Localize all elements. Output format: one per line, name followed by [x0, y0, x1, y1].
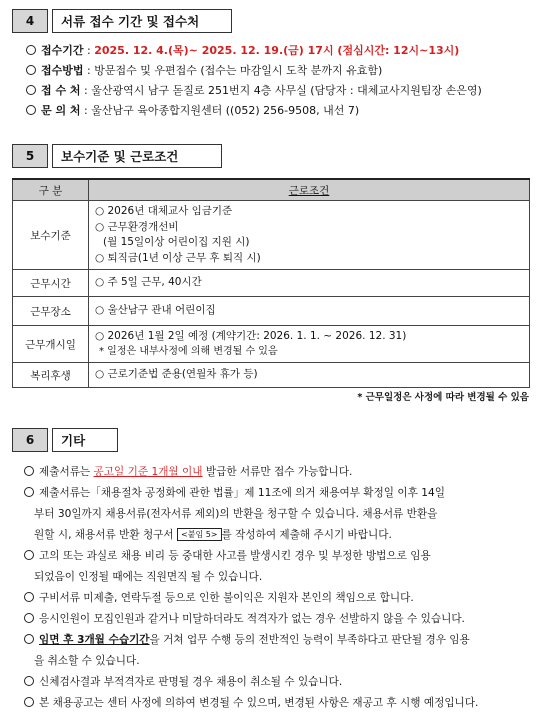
attachment-label: <붙임 5>	[177, 528, 222, 541]
row-category: 근무개시일	[13, 326, 89, 363]
item-text: 신체검사결과 부적격자로 판명될 경우 채용이 취소될 수 있습니다.	[39, 676, 343, 688]
column-header-label: 근로조건	[288, 184, 330, 197]
item-text: 제출서류는「채용절차 공정화에 관한 법률」제 11조에 의거 채용여부 확정일 이후 14일	[39, 487, 445, 499]
item-text: 부터 30일까지 채용서류(전자서류 제외)의 반환을 청구할 수 있습니다. 채용서류 반환을	[34, 508, 438, 520]
list-item	[26, 81, 536, 101]
content-line: ○ 2026년 대체교사 임금기준	[95, 205, 233, 217]
item-label: 접수기간	[41, 44, 84, 57]
row-content	[89, 363, 530, 388]
section-6-header	[12, 428, 118, 452]
content-line: ○ 퇴직금(1년 이상 근무 후 퇴직 시)	[95, 251, 261, 264]
list-item	[24, 609, 534, 630]
row-category: 복리후생	[13, 363, 89, 388]
section-number: 4	[12, 9, 48, 33]
item-text: 을 취소할 수 있습니다.	[34, 655, 140, 667]
application-period: 2025. 12. 4.(목)~ 2025. 12. 19.(금) 17시 (점심시간: 12시~13시)	[94, 44, 460, 57]
list-item	[26, 61, 536, 81]
item-text: 방문접수 및 우편접수 (접수는 마감일시 도착 분까지 유효함)	[94, 64, 383, 77]
content-line: (월 15일이상 어린이집 지원 시)	[103, 236, 250, 248]
highlight-text: 임면 후 3개월 수습기간	[39, 634, 150, 646]
highlight-text: 공고일 기준 1개월 이내	[93, 466, 203, 478]
schedule-note: * 근무일정은 사정에 따라 변경될 수 있음	[357, 392, 529, 403]
misc-notes-list	[24, 462, 534, 714]
column-header	[89, 179, 530, 201]
table-row	[13, 270, 530, 297]
item-text: 구비서류 미제출, 연락두절 등으로 인한 불이익은 지원자 본인의 책임으로 합니다.	[39, 592, 414, 604]
content-line: ○ 주 5일 근무, 40시간	[95, 276, 202, 289]
row-category: 보수기준	[13, 201, 89, 270]
list-item	[24, 630, 534, 672]
content-line: * 일정은 내부사정에 의해 변경될 수 있음	[99, 346, 278, 357]
table-header-row	[13, 179, 530, 201]
item-label: 문 의 처	[41, 104, 81, 117]
column-header: 구 분	[13, 179, 89, 201]
section-number: 5	[12, 144, 48, 168]
row-content	[89, 270, 530, 297]
circle-bullet-icon	[24, 676, 34, 686]
row-content	[89, 297, 530, 326]
item-separator: :	[80, 104, 92, 117]
content-line: ○ 2026년 1월 2일 예정 (계약기간: 2026. 1. 1. ~ 2026. 12. 31)	[95, 329, 407, 342]
section-5-header	[12, 144, 222, 168]
circle-bullet-icon	[24, 613, 34, 623]
list-item	[24, 672, 534, 693]
application-info-list	[26, 41, 536, 121]
list-item	[24, 693, 534, 714]
circle-bullet-icon	[24, 592, 34, 602]
item-label: 접 수 처	[41, 84, 81, 97]
circle-bullet-icon	[24, 487, 34, 497]
item-text: 원할 시, 채용서류 반환 청구서	[34, 529, 178, 541]
section-title: 서류 접수 기간 및 접수처	[52, 9, 232, 33]
section-title: 기타	[52, 428, 118, 452]
row-category: 근무시간	[13, 270, 89, 297]
table-row	[13, 363, 530, 388]
circle-bullet-icon	[26, 45, 36, 55]
circle-bullet-icon	[24, 466, 34, 476]
table-row	[13, 326, 530, 363]
working-conditions-table	[12, 178, 530, 388]
content-line: ○ 근로기준법 준용(연월차 휴가 등)	[95, 368, 258, 381]
list-item	[24, 483, 534, 546]
item-text: 발급한 서류만 접수 가능합니다.	[202, 466, 353, 478]
item-text: 제출서류는	[39, 466, 94, 478]
item-label: 접수방법	[41, 64, 84, 77]
content-line: ○ 근무환경개선비	[95, 220, 179, 233]
list-item	[24, 588, 534, 609]
item-text: 되었음이 인정될 때에는 직원면직 될 수 있습니다.	[34, 571, 263, 583]
item-text: 을 거쳐 업무 수행 등의 전반적인 능력이 부족하다고 판단될 경우 임용	[149, 634, 470, 646]
item-text: 울산광역시 남구 돋질로 251번지 4층 사무실 (담당자 : 대체교사지원팀장 손은영)	[91, 84, 482, 97]
circle-bullet-icon	[26, 65, 36, 75]
section-title: 보수기준 및 근로조건	[52, 144, 222, 168]
circle-bullet-icon	[26, 85, 36, 95]
list-item	[26, 41, 536, 61]
row-content	[89, 201, 530, 270]
list-item	[24, 462, 534, 483]
circle-bullet-icon	[26, 105, 36, 115]
item-text: 본 채용공고는 센터 사정에 의하여 변경될 수 있으며, 변경된 사항은 재공고 후 시행 예정입니다.	[39, 697, 479, 709]
item-text: 를 작성하여 제출해 주시기 바랍니다.	[221, 529, 392, 541]
list-item	[24, 546, 534, 588]
section-number: 6	[12, 428, 48, 452]
item-text: 울산남구 육아종합지원센터 ((052) 256-9508, 내선 7)	[91, 104, 360, 117]
row-category: 근무장소	[13, 297, 89, 326]
table-row	[13, 297, 530, 326]
item-separator: :	[83, 44, 95, 57]
row-content	[89, 326, 530, 363]
circle-bullet-icon	[24, 550, 34, 560]
item-text: 고의 또는 과실로 채용 비리 등 중대한 사고를 발생시킨 경우 및 부정한 방법으로 임용	[39, 550, 431, 562]
item-text: 응시인원이 모집인원과 같거나 미달하더라도 적격자가 없는 경우 선발하지 않을 수 있습니다.	[39, 613, 465, 625]
table-row	[13, 201, 530, 270]
item-separator: :	[80, 84, 92, 97]
circle-bullet-icon	[24, 634, 34, 644]
item-separator: :	[83, 64, 95, 77]
section-4-header	[12, 9, 232, 33]
content-line: ○ 울산남구 관내 어린이집	[95, 304, 216, 317]
list-item	[26, 101, 536, 121]
circle-bullet-icon	[24, 697, 34, 707]
